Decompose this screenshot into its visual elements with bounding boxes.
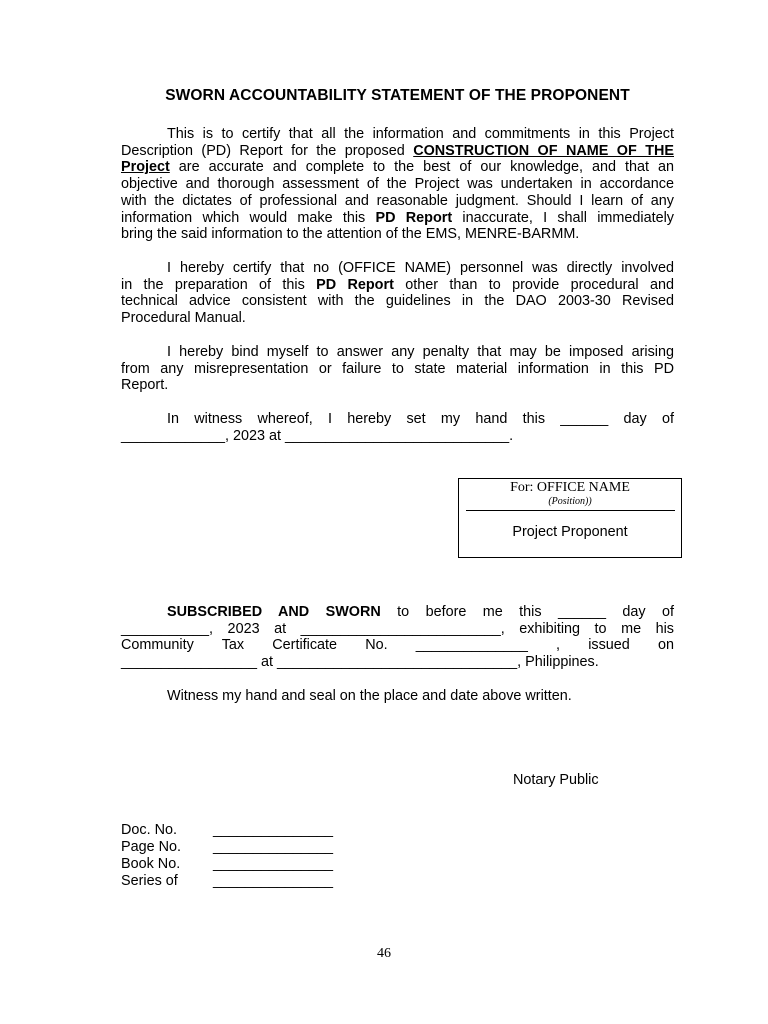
proponent-role-label: Project Proponent — [512, 524, 628, 540]
project-name-emphasis: CONSTRUCTION OF NAME OF THE — [413, 142, 674, 159]
text-line: In witness whereof, I hereby set my hand this ______ day of — [167, 411, 674, 427]
subscribed-sworn-paragraph — [121, 604, 674, 671]
text-span: to before me this ______ day of — [380, 604, 674, 620]
text-span: information which would make this — [121, 209, 376, 226]
witness-paragraph — [121, 411, 674, 444]
text-span: other than to provide procedural and — [393, 276, 674, 293]
signature-line — [466, 510, 675, 511]
text-line: technical advice consistent with the guidelines in the DAO 2003-30 Revised — [121, 293, 674, 310]
penalty-paragraph — [121, 344, 674, 394]
no-involvement-paragraph — [121, 260, 674, 327]
registry-label: Page No. — [121, 839, 182, 855]
text-line — [121, 159, 674, 176]
witness-seal-paragraph — [121, 688, 674, 705]
text-line — [121, 143, 674, 160]
pd-report-emphasis: PD Report — [316, 276, 394, 293]
office-name-label: For: OFFICE NAME — [510, 480, 630, 495]
text-line: I hereby certify that no (OFFICE NAME) personnel was directly involved — [167, 260, 674, 276]
registry-label: Doc. No. — [121, 822, 177, 838]
text-line: This is to certify that all the information and commitments in this Project — [167, 126, 674, 142]
text-line: bring the said information to the attention of the EMS, MENRE-BARMM. — [121, 226, 580, 243]
position-label: (Position)) — [548, 496, 592, 507]
text-line: with the dictates of professional and reasonable judgment. Should I learn of any — [121, 192, 674, 209]
registry-blank: _______________ — [213, 856, 334, 872]
text-span: inaccurate, I shall immediately — [452, 209, 674, 226]
text-line: Witness my hand and seal on the place and date above written. — [167, 688, 572, 704]
registry-blank: _______________ — [213, 839, 334, 855]
document-title: SWORN ACCOUNTABILITY STATEMENT OF THE PROPONENT — [165, 87, 630, 104]
text-line: from any misrepresentation or failure to state material information in this PD — [121, 360, 674, 377]
registry-label: Book No. — [121, 856, 181, 872]
registry-entry-page — [121, 839, 333, 856]
text-line: _____________, 2023 at ____________________________. — [121, 427, 514, 444]
text-line: I hereby bind myself to answer any penalty that may be imposed arising — [167, 344, 674, 360]
subscribed-sworn-emphasis: SUBSCRIBED AND SWORN — [167, 604, 381, 620]
text-line: objective and thorough assessment of the Project was undertaken in accordance — [121, 176, 674, 193]
registry-blank: _______________ — [213, 822, 334, 838]
text-line — [121, 604, 674, 621]
text-line: _________________ at ______________________________, Philippines. — [121, 654, 599, 671]
registry-entry-series — [121, 873, 333, 890]
text-span: are accurate and complete to the best of our knowledge, and that an — [169, 159, 674, 176]
text-span: Description (PD) Report for the proposed — [121, 142, 414, 159]
text-line: Procedural Manual. — [121, 310, 246, 327]
pd-report-emphasis: PD Report — [375, 209, 453, 226]
registry-entry-doc — [121, 822, 333, 839]
registry-entry-book — [121, 856, 333, 873]
text-line — [121, 277, 674, 294]
text-line — [121, 210, 674, 227]
text-line: Report. — [121, 377, 169, 394]
text-line: ___________, 2023 at _________________________, exhibiting to me his — [121, 620, 674, 637]
registry-blank: _______________ — [213, 873, 334, 889]
proponent-signature-box — [458, 478, 682, 558]
project-name-emphasis: Project — [121, 159, 170, 176]
page-number: 46 — [377, 946, 391, 961]
text-line: Community Tax Certificate No. ______________ , issued on — [121, 637, 674, 654]
certification-paragraph — [121, 126, 674, 243]
text-span: in the preparation of this — [121, 276, 317, 293]
registry-label: Series of — [121, 873, 178, 889]
notary-public-label: Notary Public — [513, 772, 599, 788]
